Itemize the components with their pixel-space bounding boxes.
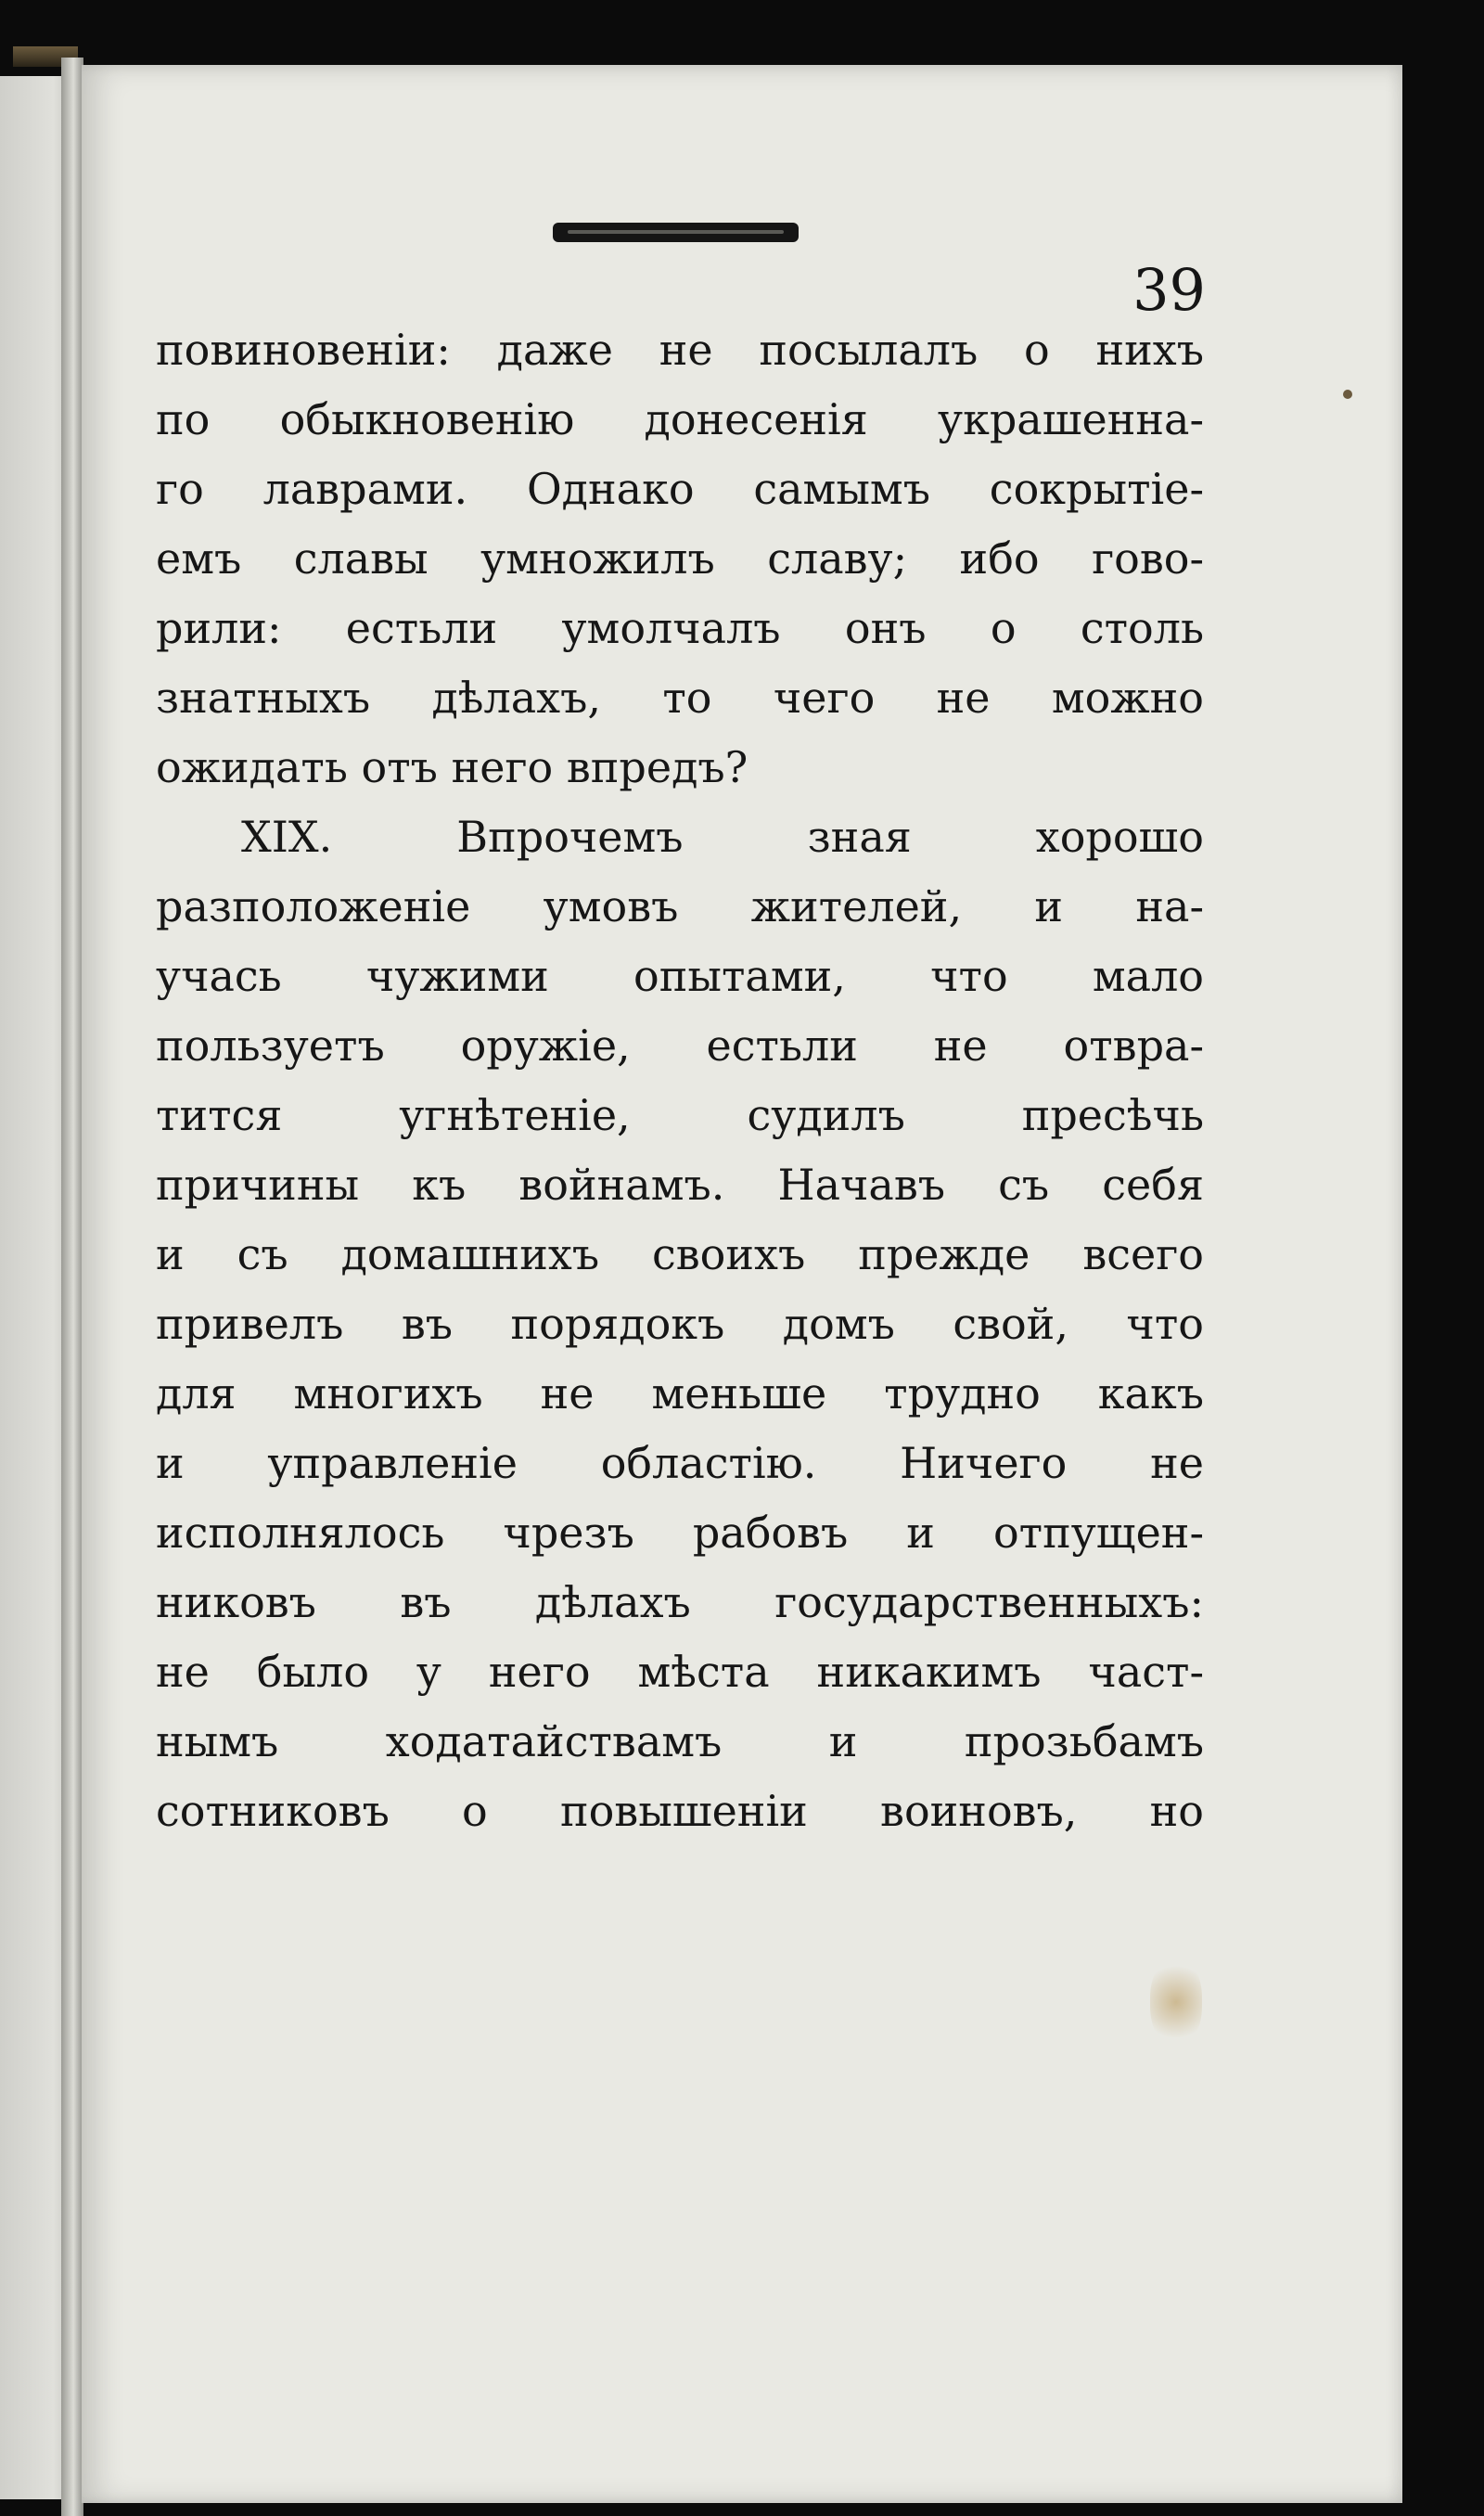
text-line: для многихъ не меньше трудно какъ bbox=[156, 1368, 1204, 1418]
text-line: не было у него мѣста никакимъ част- bbox=[156, 1647, 1204, 1697]
text-line: тится угнѣтенiе, судилъ пресѣчь bbox=[156, 1090, 1204, 1140]
text-line: разположенiе умовъ жителей, и на- bbox=[156, 881, 1204, 931]
text-line: емъ славы умножилъ славу; ибо гово- bbox=[156, 533, 1204, 584]
text-line: и управленiе областiю. Ничего не bbox=[156, 1438, 1204, 1488]
text-line: и съ домашнихъ своихъ прежде всего bbox=[156, 1229, 1204, 1279]
text-line-section-start: XIX. Впрочемъ зная хорошо bbox=[241, 812, 1204, 862]
book-spine bbox=[61, 58, 83, 2516]
text-line: го лаврами. Однако самымъ сокрытiе- bbox=[156, 464, 1204, 514]
header-ornament-rule bbox=[553, 223, 799, 242]
paper-stain bbox=[1150, 1958, 1202, 2047]
text-line: рили: естьли умолчалъ онъ о столь bbox=[156, 603, 1204, 653]
text-line: причины къ войнамъ. Начавъ съ себя bbox=[156, 1160, 1204, 1210]
text-line: по обыкновенiю донесенiя украшенна- bbox=[156, 394, 1204, 444]
text-line: никовъ въ дѣлахъ государственныхъ: bbox=[156, 1577, 1204, 1627]
paper-speck bbox=[1343, 390, 1352, 399]
text-line: привелъ въ порядокъ домъ свой, что bbox=[156, 1299, 1204, 1349]
page-text bbox=[156, 315, 1204, 1846]
text-line: исполнялось чрезъ рабовъ и отпущен- bbox=[156, 1508, 1204, 1558]
text-line-paragraph-end: ожидать отъ него впредъ? bbox=[156, 742, 748, 792]
text-line: учась чужими опытами, что мало bbox=[156, 951, 1204, 1001]
text-line: знатныхъ дѣлахъ, то чего не можно bbox=[156, 673, 1204, 723]
text-line: нымъ ходатайствамъ и прозьбамъ bbox=[156, 1716, 1204, 1766]
text-line: повиновенiи: даже не посылалъ о нихъ bbox=[156, 325, 1204, 375]
page-number: 39 bbox=[1132, 256, 1206, 324]
text-line: пользуетъ оружiе, естьли не отвра- bbox=[156, 1021, 1204, 1071]
text-line: сотниковъ о повышенiи воиновъ, но bbox=[156, 1786, 1204, 1836]
